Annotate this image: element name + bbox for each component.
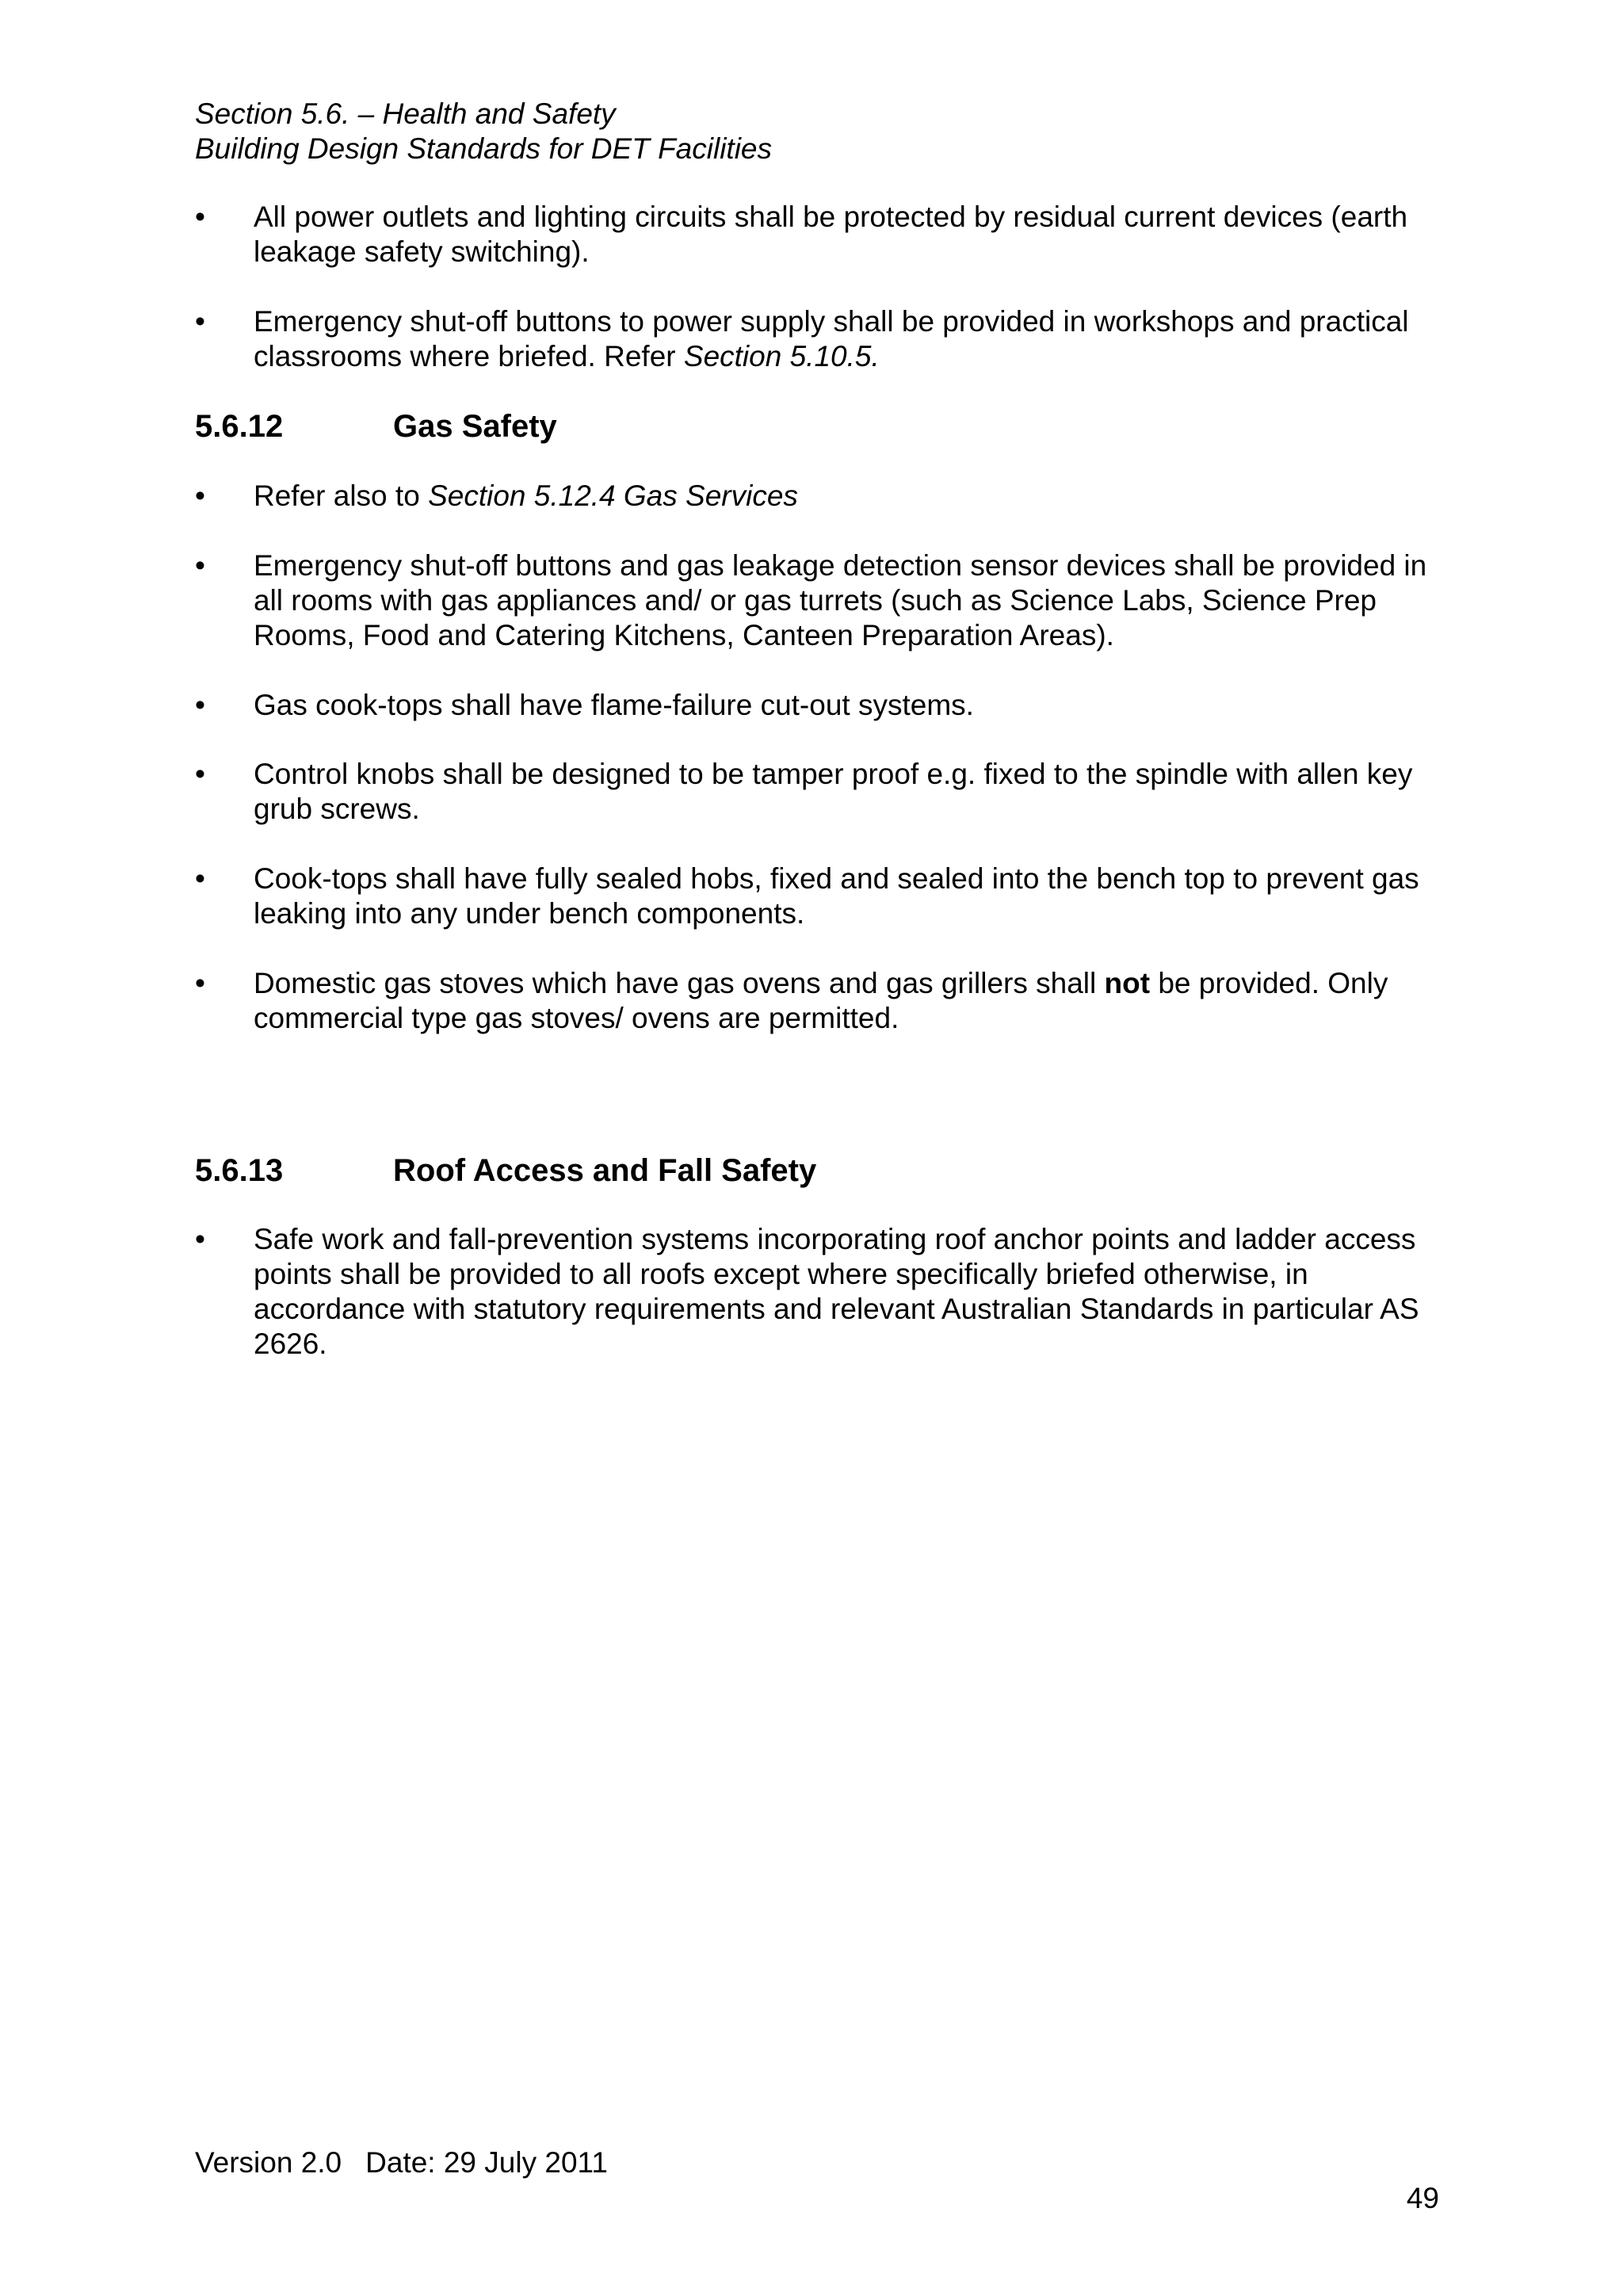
bullet-icon: •: [195, 967, 205, 999]
bullet-text: Emergency shut-off buttons to power supply shall be provided in workshops and practical classrooms where briefed. Refer Section 5.10.5.: [254, 305, 1409, 372]
header-section-title: Section 5.6. – Health and Safety: [195, 97, 616, 130]
bullet-text: Domestic gas stoves which have gas ovens and gas grillers shall not be provided. Only commercial type gas stoves/ ovens are permitted.: [254, 967, 1388, 1034]
section-heading-gas-safety: [195, 407, 557, 445]
header-document-title: Building Design Standards for DET Facilities: [195, 132, 772, 165]
bullet-text: Safe work and fall-prevention systems incorporating roof anchor points and ladder access points shall be provided to all roofs except where specifically briefed otherwise, in accordance with statutory requirements and relevant Australian Standards in particular AS 2626.: [254, 1223, 1419, 1360]
bullet-icon: •: [195, 549, 205, 582]
bullet-icon: •: [195, 305, 205, 338]
gas-bullet-5: [195, 861, 1455, 931]
page-footer: [195, 2145, 608, 2180]
bullet-icon: •: [195, 758, 205, 790]
bullet-text: Cook-tops shall have fully sealed hobs, fixed and sealed into the bench top to prevent gas leaking into any under bench components.: [254, 862, 1419, 930]
bullet-text: Gas cook-tops shall have flame-failure cut-out systems.: [254, 689, 974, 721]
bullet-icon: •: [195, 1223, 205, 1255]
roof-bullet-1: [195, 1222, 1455, 1362]
intro-bullet-2: [195, 304, 1455, 374]
date-label: Date: 29 July 2011: [365, 2146, 608, 2179]
intro-bullet-1: [195, 200, 1455, 269]
section-reference: Section 5.12.4 Gas Services: [428, 479, 798, 512]
gas-bullet-4: [195, 757, 1455, 827]
section-number: 5.6.12: [195, 409, 284, 444]
bullet-icon: •: [195, 862, 205, 895]
gas-bullet-3: [195, 688, 1455, 723]
section-title: Gas Safety: [393, 409, 557, 444]
running-header: [195, 97, 772, 166]
bullet-text: Refer also to Section 5.12.4 Gas Services: [254, 479, 798, 512]
gas-bullet-6: [195, 966, 1455, 1036]
section-reference: Section 5.10.5.: [683, 340, 880, 372]
bullet-text: All power outlets and lighting circuits shall be protected by residual current devices (earth leakage safety switching).: [254, 201, 1408, 268]
page-number: 49: [1406, 2182, 1439, 2214]
section-title: Roof Access and Fall Safety: [393, 1153, 817, 1188]
version-label: Version 2.0: [195, 2146, 342, 2179]
gas-bullet-2: [195, 548, 1455, 653]
bullet-icon: •: [195, 201, 205, 233]
bullet-text: Control knobs shall be designed to be tamper proof e.g. fixed to the spindle with allen key grub screws.: [254, 758, 1413, 825]
bullet-icon: •: [195, 479, 205, 512]
gas-bullet-1: [195, 479, 1455, 514]
bullet-text: Emergency shut-off buttons and gas leakage detection sensor devices shall be provided in all rooms with gas appliances and/ or gas turrets (such as Science Labs, Science Prep Rooms, Food and Catering Kitchens, Canteen Preparation Areas).: [254, 549, 1427, 651]
emphasis-not: not: [1104, 967, 1151, 999]
section-number: 5.6.13: [195, 1153, 284, 1188]
section-heading-roof-access: [195, 1152, 816, 1190]
bullet-icon: •: [195, 689, 205, 721]
